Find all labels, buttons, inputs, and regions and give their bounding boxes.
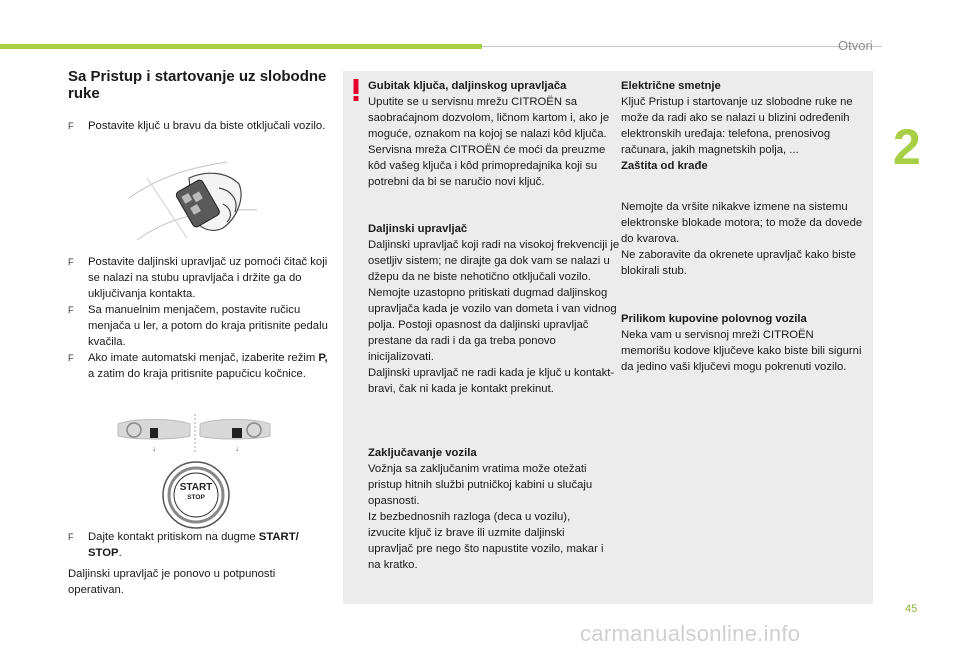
- header-accent-bar: [0, 44, 482, 49]
- section-title: Otvori: [838, 38, 873, 53]
- locking-section: [368, 445, 608, 573]
- used-vehicle-text: Neka vam u servisnoj mreži CITROËN memorišu kodove ključeve kako biste bili sigurni da jedino vaši ključevi mogu pokrenuti vozilo.: [621, 329, 862, 373]
- locking-title: Zaključavanje vozila: [368, 447, 477, 459]
- remote-title: Daljinski upravljač: [368, 223, 468, 235]
- interference-title: Električne smetnje: [621, 80, 721, 92]
- theft-protection-title: Zaštita od krađe: [621, 160, 708, 172]
- bullet-mark: F: [68, 257, 74, 267]
- page-number: 45: [905, 603, 918, 615]
- locking-text-2: Iz bezbednosnih razloga (deca u vozilu), izvucite ključ iz brave ili uzmite daljinski upravljač pre nego što napustite vozilo, makar i na kratko.: [368, 511, 604, 571]
- remote-text-1: Daljinski upravljač koji radi na visokoj frekvenciji je osetljiv sistem; ne dirajte ga dok vam se nalazi u džepu da ne biste nehotično otključali vozilo.: [368, 239, 620, 283]
- pedal-icon: [114, 414, 274, 454]
- theft-protection-text-1: Nemojte da vršite nikakve izmene na sistemu elektronske blokade motora; to može da dovede do kvarova.: [621, 201, 863, 245]
- header-rule: [482, 46, 882, 47]
- bullet-mark: F: [68, 305, 74, 315]
- key-reader-icon: [127, 158, 259, 242]
- watermark: carmanualsonline.info: [580, 621, 801, 646]
- key-reader-illustration: [127, 158, 259, 242]
- bullet-mark: F: [68, 532, 74, 542]
- used-vehicle-section: [621, 311, 866, 375]
- svg-text:↓: ↓: [152, 444, 156, 453]
- theft-protection-text-2: Ne zaboravite da okrenete upravljač kako biste blokirali stub.: [621, 249, 856, 277]
- key-loss-title: Gubitak ključa, daljinskog upravljača: [368, 80, 567, 92]
- instruction-4: F Ako imate automatski menjač, izaberite režim P, a zatim do kraja pritisnite papučicu kočnice.: [68, 352, 328, 380]
- key-loss-section: [368, 78, 618, 190]
- instruction-5: F Dajte kontakt pritiskom na dugme START/ STOP.: [68, 531, 299, 559]
- warning-icon: [352, 79, 360, 101]
- locking-text-1: Vožnja sa zaključanim vratima može otežati pristup hitnih službi putničkoj kabini u slučaju opasnosti.: [368, 463, 593, 507]
- used-vehicle-title: Prilikom kupovine polovnog vozila: [621, 313, 807, 325]
- pedal-illustration: [114, 414, 274, 454]
- chapter-number: 2: [893, 119, 921, 175]
- interference-text: Ključ Pristup i startovanje uz slobodne ruke ne može da radi ako se nalazi u blizini određenih elektronskih uređaja: telefona, prenosivog računara, jakih magnetskih polja, ...: [621, 96, 853, 156]
- instruction-2: F Postavite daljinski upravljač uz pomoći čitač koji se nalazi na stubu upravljača i držite ga do uključivanja kontakta.: [68, 256, 328, 300]
- key-loss-text-2: Servisna mreža CITROËN će moći da preuzme kôd vašeg ključa i kôd primopredajnika koji su potrebni da bi se naručio novi ključ.: [368, 144, 606, 188]
- remote-section: [368, 221, 620, 397]
- remote-text-3: Daljinski upravljač ne radi kada je ključ u kontakt-bravi, čak ni kada je kontakt prekinut.: [368, 367, 615, 395]
- theft-protection-section: [621, 199, 866, 279]
- interference-section: [621, 78, 866, 174]
- instructions-2: [68, 254, 330, 382]
- page-heading: Sa Pristup i startovanje uz slobodne ruke: [68, 68, 327, 102]
- instruction-text: Postavite ključ u bravu da biste otključali vozilo.: [88, 120, 326, 132]
- bullet-mark: F: [68, 121, 74, 131]
- remote-text-2: Nemojte uzastopno pritiskati dugmad daljinskog upravljača kada je vozilo van dometa i van vidnog polja. Postoji opasnost da daljinski upravljač prestane da radi i da ga treba ponovo inicijalizovati.: [368, 287, 617, 363]
- start-stop-button-illustration: [162, 461, 230, 529]
- start-label: START: [179, 482, 213, 493]
- svg-text:↓: ↓: [235, 444, 239, 453]
- stop-label: STOP: [187, 494, 205, 501]
- closing-text: Daljinski upravljač je ponovo u potpunosti operativan.: [68, 568, 276, 596]
- instruction-1: [68, 118, 328, 134]
- instruction-3: F Sa manuelnim menjačem, postavite ručicu menjača u ler, a potom do kraja pritisnite pedalu kvačila.: [68, 304, 328, 348]
- key-loss-text-1: Uputite se u servisnu mrežu CITROËN sa saobraćajnom dozvolom, ličnom kartom i, ako je moguće, oznakom na kojoj se nalazi kôd ključa.: [368, 96, 610, 140]
- bullet-mark: F: [68, 353, 74, 363]
